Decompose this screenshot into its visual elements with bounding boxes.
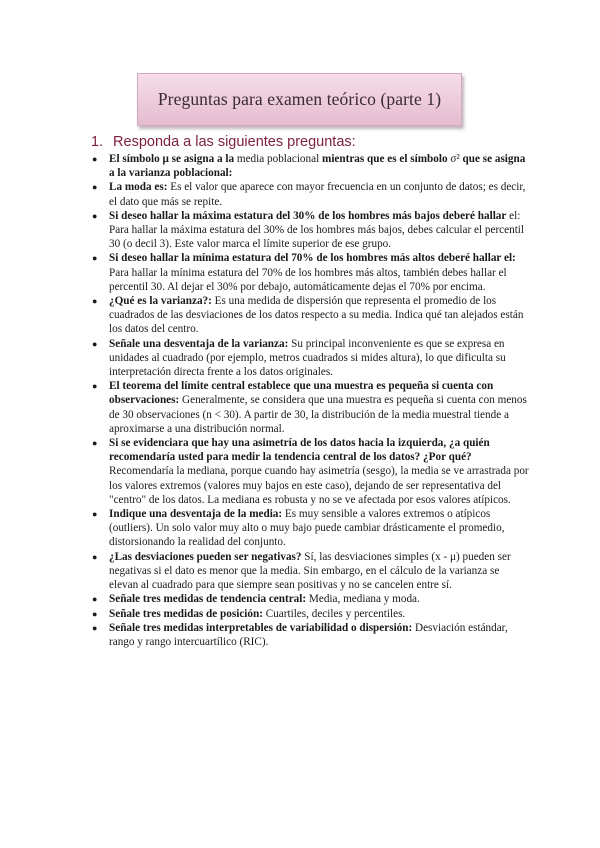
bullet-icon: ● [92, 509, 98, 520]
item-answer: Para hallar la mínima estatura del 70% de los hombres más altos, también debes hallar el percentil 30. Al dejar el 30% por debajo, automáticamente dejas el 70% por encima. [109, 266, 507, 293]
list-item [91, 607, 531, 621]
bullet-icon: ● [92, 154, 98, 164]
item-question: Señale tres medidas de tendencia central: [109, 593, 307, 606]
item-answer: Cuartiles, deciles y percentiles. [262, 607, 406, 620]
list-item [91, 209, 531, 252]
bullet-icon: ● [92, 338, 98, 349]
item-question: El teorema del límite central establece que una muestra es pequeña si cuenta con observaciones: [109, 380, 494, 407]
item-answer: Es muy sensible a valores extremos o atípicos (outliers). Un solo valor muy alto o muy bajo puede cambiar drásticamente el promedio, distorsionando la realidad del conjunto. [109, 508, 505, 549]
bullet-icon: ● [92, 438, 98, 449]
bullet-icon: ● [92, 253, 98, 264]
page-title: Preguntas para examen teórico (parte 1) [157, 89, 442, 109]
item-text-bold: que se asigna a la varianza poblacional: [109, 153, 526, 180]
list-item [91, 294, 531, 337]
list-item [91, 621, 531, 649]
item-answer: el: Para hallar la máxima estatura del 30% de los hombres más bajos, debes calcular el percentil 30 (o decil 3). Este valor marca el límite superior de ese grupo. [109, 209, 525, 251]
item-answer: Sí, las desviaciones simples (x - μ) pueden ser negativas si el dato es menor que la media. Sin embargo, en el cálculo de la varianza se elevan al cuadrado para que siempre sean positivas y no se cancelen entre sí. [109, 550, 511, 592]
item-answer: Es el valor que aparece con mayor frecuencia en un conjunto de datos; es decir, el dato que más se repite. [109, 181, 526, 208]
list-item [91, 592, 531, 606]
list-item [91, 152, 531, 180]
list-item [91, 379, 531, 436]
list-item [91, 180, 531, 208]
bullet-icon: ● [92, 594, 98, 605]
item-answer: Recomendaría la mediana, porque cuando hay asimetría (sesgo), la media se ve arrastrada por los valores extremos (valores muy bajos en este caso), dejando de ser representativa del "centro" de los datos. La mediana es robusta y no se ve afectada por esos valores atípicos. [109, 465, 529, 506]
item-text-bold: El símbolo μ se asigna a la [109, 153, 237, 165]
section-heading [91, 134, 356, 150]
section-heading-text: Responda a las siguientes preguntas: [113, 134, 356, 150]
item-answer: Desviación estándar, rango y rango intercuartílico (RIC). [109, 621, 508, 648]
item-answer: Su principal inconveniente es que se expresa en unidades al cuadrado (por ejemplo, metros cuadrados si mides altura), lo que dificulta su interpretación directa frente a los datos originales. [109, 337, 506, 379]
item-question: La moda es: [109, 181, 168, 194]
bullet-icon: ● [92, 210, 98, 221]
bullet-icon: ● [92, 608, 98, 619]
item-text-bold: mientras que es el símbolo [319, 153, 451, 165]
list-item [91, 337, 531, 380]
bullet-icon: ● [92, 381, 98, 392]
item-text: media poblacional [236, 153, 320, 165]
list-item [91, 436, 531, 507]
item-question: Indique una desventaja de la media: [109, 508, 283, 521]
title-banner [137, 73, 462, 126]
question-list [91, 152, 531, 649]
item-question: Si deseo hallar la mínima estatura del 70% de los hombres más altos deberé hallar el: [109, 252, 516, 265]
item-question: Si deseo hallar la máxima estatura del 30% de los hombres más bajos deberé hallar [109, 209, 507, 222]
item-answer: Media, mediana y moda. [306, 593, 420, 606]
bullet-icon: ● [92, 551, 98, 562]
bullet-icon: ● [92, 182, 98, 193]
item-question: ¿Qué es la varianza?: [109, 295, 212, 308]
bullet-icon: ● [92, 296, 98, 307]
list-item [91, 507, 531, 550]
section-number: 1. [91, 134, 104, 150]
list-item [91, 550, 531, 593]
item-question: Si se evidenciara que hay una asimetría de los datos hacia la izquierda, ¿a quién recomendaría usted para medir la tendencia central de los datos? ¿Por qué? [109, 437, 490, 464]
item-answer: Generalmente, se considera que una muestra es pequeña si cuenta con menos de 30 observaciones (n < 30). A partir de 30, la distribución de la media muestral tiende a aproximarse a una distribución normal. [109, 394, 527, 435]
item-question: ¿Las desviaciones pueden ser negativas? [109, 550, 302, 563]
item-question: Señale tres medidas de posición: [109, 607, 263, 620]
item-question: Señale una desventaja de la varianza: [109, 337, 289, 350]
item-answer: Es una medida de dispersión que representa el promedio de los cuadrados de las desviaciones de los datos respecto a su media. Indica qué tan alejados están los datos del centro. [109, 295, 524, 336]
item-symbol: σ² [450, 153, 460, 165]
item-question: Señale tres medidas interpretables de variabilidad o dispersión: [109, 621, 413, 634]
bullet-icon: ● [92, 622, 98, 633]
list-item [91, 251, 531, 294]
